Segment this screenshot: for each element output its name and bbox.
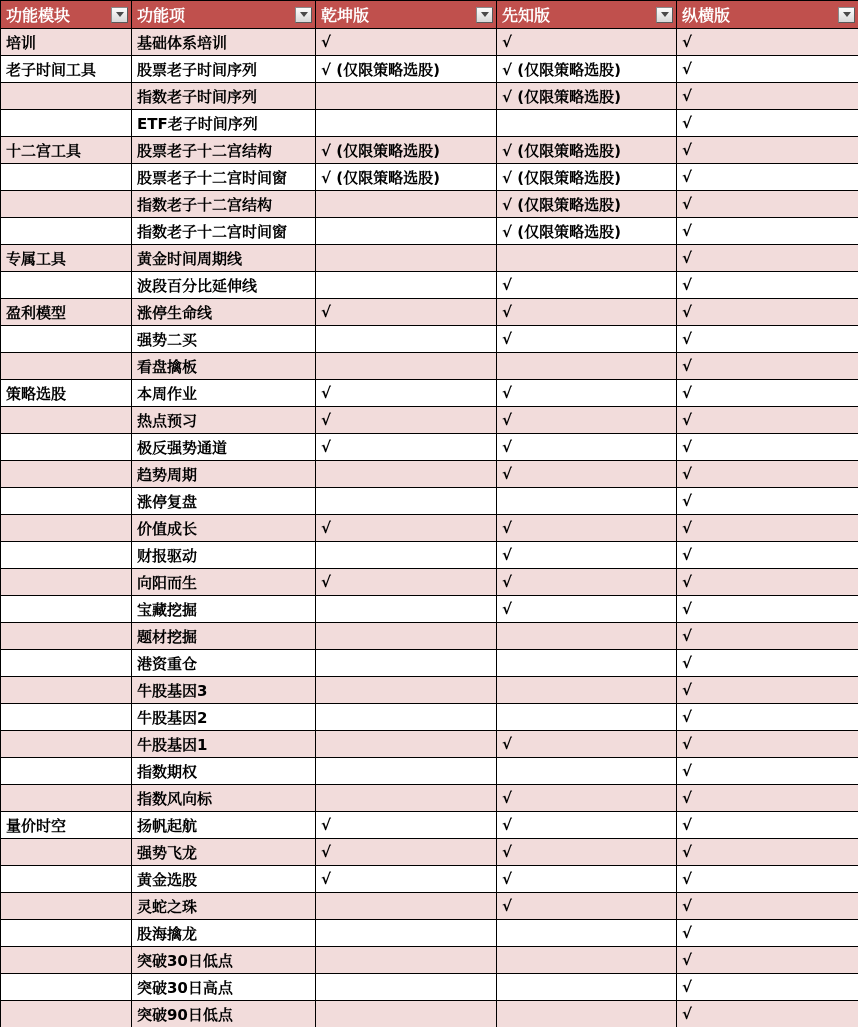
item-cell[interactable]: 波段百分比延伸线 <box>132 272 316 299</box>
xianzhi-cell[interactable]: √ <box>497 380 677 407</box>
column-header-label: 功能模块 <box>6 6 71 25</box>
module-cell[interactable] <box>1 164 132 191</box>
item-cell[interactable]: 热点预习 <box>132 407 316 434</box>
table-row <box>1 380 858 407</box>
zongheng-cell[interactable]: √ <box>677 380 858 407</box>
table-row <box>1 353 858 380</box>
filter-arrow-icon <box>843 12 851 17</box>
column-header-qiankun-edition[interactable] <box>316 1 497 29</box>
zongheng-cell[interactable]: √ <box>677 110 858 137</box>
qiankun-cell[interactable] <box>316 785 497 812</box>
item-cell[interactable]: 指数老子时间序列 <box>132 83 316 110</box>
table-row <box>1 704 858 731</box>
zongheng-cell[interactable]: √ <box>677 731 858 758</box>
xianzhi-cell[interactable] <box>497 1001 677 1027</box>
xianzhi-cell[interactable] <box>497 920 677 947</box>
qiankun-cell[interactable]: √ <box>316 380 497 407</box>
module-cell[interactable] <box>1 407 132 434</box>
item-cell[interactable]: 宝藏挖掘 <box>132 596 316 623</box>
module-cell[interactable] <box>1 569 132 596</box>
xianzhi-cell[interactable]: √ <box>497 407 677 434</box>
xianzhi-cell[interactable] <box>497 758 677 785</box>
qiankun-cell[interactable] <box>316 272 497 299</box>
xianzhi-cell[interactable]: √ (仅限策略选股) <box>497 137 677 164</box>
item-cell[interactable]: 黄金选股 <box>132 866 316 893</box>
table-row <box>1 434 858 461</box>
zongheng-cell[interactable]: √ <box>677 434 858 461</box>
column-header-label: 先知版 <box>502 6 551 25</box>
table-row <box>1 785 858 812</box>
zongheng-cell[interactable]: √ <box>677 569 858 596</box>
item-cell[interactable]: 牛股基因3 <box>132 677 316 704</box>
zongheng-cell[interactable]: √ <box>677 1001 858 1027</box>
table-row <box>1 245 858 272</box>
item-cell[interactable]: 财报驱动 <box>132 542 316 569</box>
column-header-label: 乾坤版 <box>321 6 370 25</box>
table-row <box>1 272 858 299</box>
module-cell[interactable] <box>1 191 132 218</box>
item-cell[interactable]: ETF老子时间序列 <box>132 110 316 137</box>
module-cell[interactable] <box>1 488 132 515</box>
xianzhi-cell[interactable]: √ <box>497 569 677 596</box>
xianzhi-cell[interactable]: √ <box>497 812 677 839</box>
item-cell[interactable]: 指数期权 <box>132 758 316 785</box>
table-row <box>1 650 858 677</box>
filter-arrow-icon <box>481 12 489 17</box>
module-cell[interactable]: 策略选股 <box>1 380 132 407</box>
qiankun-cell[interactable] <box>316 542 497 569</box>
zongheng-cell[interactable]: √ <box>677 866 858 893</box>
qiankun-cell[interactable] <box>316 488 497 515</box>
qiankun-cell[interactable] <box>316 191 497 218</box>
zongheng-cell[interactable]: √ <box>677 488 858 515</box>
item-cell[interactable]: 港资重仓 <box>132 650 316 677</box>
module-cell[interactable] <box>1 596 132 623</box>
xianzhi-cell[interactable]: √ <box>497 542 677 569</box>
filter-arrow-icon <box>661 12 669 17</box>
filter-dropdown-button[interactable] <box>656 7 673 23</box>
zongheng-cell[interactable]: √ <box>677 272 858 299</box>
zongheng-cell[interactable]: √ <box>677 893 858 920</box>
qiankun-cell[interactable]: √ <box>316 866 497 893</box>
module-cell[interactable] <box>1 272 132 299</box>
zongheng-cell[interactable]: √ <box>677 29 858 56</box>
xianzhi-cell[interactable]: √ <box>497 839 677 866</box>
filter-dropdown-button[interactable] <box>295 7 312 23</box>
module-cell[interactable] <box>1 434 132 461</box>
module-cell[interactable] <box>1 947 132 974</box>
column-header-label: 纵横版 <box>682 6 731 25</box>
xianzhi-cell[interactable] <box>497 947 677 974</box>
qiankun-cell[interactable]: √ (仅限策略选股) <box>316 164 497 191</box>
table-row <box>1 731 858 758</box>
xianzhi-cell[interactable]: √ (仅限策略选股) <box>497 56 677 83</box>
table-row <box>1 488 858 515</box>
module-cell[interactable] <box>1 677 132 704</box>
table-row <box>1 1001 858 1027</box>
qiankun-cell[interactable] <box>316 893 497 920</box>
qiankun-cell[interactable]: √ <box>316 569 497 596</box>
zongheng-cell[interactable]: √ <box>677 461 858 488</box>
module-cell[interactable] <box>1 623 132 650</box>
qiankun-cell[interactable]: √ <box>316 299 497 326</box>
item-cell[interactable]: 题材挖掘 <box>132 623 316 650</box>
item-cell[interactable]: 趋势周期 <box>132 461 316 488</box>
item-cell[interactable]: 极反强势通道 <box>132 434 316 461</box>
module-cell[interactable] <box>1 515 132 542</box>
zongheng-cell[interactable]: √ <box>677 596 858 623</box>
module-cell[interactable] <box>1 704 132 731</box>
item-cell[interactable]: 灵蛇之珠 <box>132 893 316 920</box>
item-cell[interactable]: 强势二买 <box>132 326 316 353</box>
table-row <box>1 56 858 83</box>
qiankun-cell[interactable] <box>316 353 497 380</box>
xianzhi-cell[interactable]: √ (仅限策略选股) <box>497 83 677 110</box>
zongheng-cell[interactable]: √ <box>677 83 858 110</box>
qiankun-cell[interactable] <box>316 326 497 353</box>
xianzhi-cell[interactable]: √ <box>497 461 677 488</box>
item-cell[interactable]: 股海擒龙 <box>132 920 316 947</box>
xianzhi-cell[interactable]: √ (仅限策略选股) <box>497 218 677 245</box>
table-row <box>1 812 858 839</box>
zongheng-cell[interactable]: √ <box>677 245 858 272</box>
table-row <box>1 920 858 947</box>
table-row <box>1 866 858 893</box>
qiankun-cell[interactable] <box>316 704 497 731</box>
zongheng-cell[interactable]: √ <box>677 191 858 218</box>
item-cell[interactable]: 牛股基因2 <box>132 704 316 731</box>
zongheng-cell[interactable]: √ <box>677 407 858 434</box>
qiankun-cell[interactable] <box>316 677 497 704</box>
table-header-row <box>1 1 858 29</box>
qiankun-cell[interactable] <box>316 623 497 650</box>
xianzhi-cell[interactable] <box>497 353 677 380</box>
item-cell[interactable]: 强势飞龙 <box>132 839 316 866</box>
xianzhi-cell[interactable]: √ <box>497 299 677 326</box>
qiankun-cell[interactable]: √ <box>316 407 497 434</box>
xianzhi-cell[interactable] <box>497 110 677 137</box>
module-cell[interactable] <box>1 461 132 488</box>
module-cell[interactable]: 十二宫工具 <box>1 137 132 164</box>
xianzhi-cell[interactable] <box>497 704 677 731</box>
filter-dropdown-button[interactable] <box>838 7 855 23</box>
zongheng-cell[interactable]: √ <box>677 839 858 866</box>
module-cell[interactable]: 盈利模型 <box>1 299 132 326</box>
qiankun-cell[interactable] <box>316 650 497 677</box>
item-cell[interactable]: 指数风向标 <box>132 785 316 812</box>
item-cell[interactable]: 基础体系培训 <box>132 29 316 56</box>
qiankun-cell[interactable] <box>316 110 497 137</box>
qiankun-cell[interactable] <box>316 947 497 974</box>
item-cell[interactable]: 看盘擒板 <box>132 353 316 380</box>
module-cell[interactable] <box>1 866 132 893</box>
qiankun-cell[interactable] <box>316 245 497 272</box>
qiankun-cell[interactable]: √ <box>316 812 497 839</box>
zongheng-cell[interactable]: √ <box>677 920 858 947</box>
item-cell[interactable]: 涨停复盘 <box>132 488 316 515</box>
qiankun-cell[interactable] <box>316 974 497 1001</box>
table-row <box>1 947 858 974</box>
module-cell[interactable] <box>1 893 132 920</box>
module-cell[interactable] <box>1 650 132 677</box>
zongheng-cell[interactable]: √ <box>677 353 858 380</box>
table-row <box>1 839 858 866</box>
xianzhi-cell[interactable]: √ <box>497 596 677 623</box>
xianzhi-cell[interactable]: √ <box>497 785 677 812</box>
xianzhi-cell[interactable] <box>497 488 677 515</box>
table-row <box>1 326 858 353</box>
item-cell[interactable]: 股票老子十二宫时间窗 <box>132 164 316 191</box>
table-row <box>1 110 858 137</box>
qiankun-cell[interactable]: √ (仅限策略选股) <box>316 137 497 164</box>
table-row <box>1 542 858 569</box>
table-row <box>1 569 858 596</box>
filter-dropdown-button[interactable] <box>476 7 493 23</box>
module-cell[interactable] <box>1 839 132 866</box>
zongheng-cell[interactable]: √ <box>677 218 858 245</box>
module-cell[interactable] <box>1 83 132 110</box>
module-cell[interactable] <box>1 731 132 758</box>
table-row <box>1 164 858 191</box>
zongheng-cell[interactable]: √ <box>677 56 858 83</box>
module-cell[interactable] <box>1 326 132 353</box>
zongheng-cell[interactable]: √ <box>677 785 858 812</box>
table-row <box>1 974 858 1001</box>
xianzhi-cell[interactable] <box>497 974 677 1001</box>
column-header-label: 功能项 <box>137 6 186 25</box>
filter-arrow-icon <box>300 12 308 17</box>
zongheng-cell[interactable]: √ <box>677 164 858 191</box>
qiankun-cell[interactable] <box>316 596 497 623</box>
table-row <box>1 596 858 623</box>
qiankun-cell[interactable] <box>316 920 497 947</box>
qiankun-cell[interactable] <box>316 83 497 110</box>
filter-dropdown-button[interactable] <box>111 7 128 23</box>
zongheng-cell[interactable]: √ <box>677 542 858 569</box>
table-row <box>1 893 858 920</box>
zongheng-cell[interactable]: √ <box>677 758 858 785</box>
qiankun-cell[interactable] <box>316 1001 497 1027</box>
item-cell[interactable]: 股票老子时间序列 <box>132 56 316 83</box>
table-row <box>1 677 858 704</box>
table-row <box>1 83 858 110</box>
item-cell[interactable]: 扬帆起航 <box>132 812 316 839</box>
table-row <box>1 758 858 785</box>
item-cell[interactable]: 本周作业 <box>132 380 316 407</box>
item-cell[interactable]: 向阳而生 <box>132 569 316 596</box>
qiankun-cell[interactable] <box>316 218 497 245</box>
table-body <box>1 29 858 1027</box>
xianzhi-cell[interactable]: √ <box>497 866 677 893</box>
module-cell[interactable]: 培训 <box>1 29 132 56</box>
xianzhi-cell[interactable] <box>497 245 677 272</box>
item-cell[interactable]: 突破90日低点 <box>132 1001 316 1027</box>
table-row <box>1 623 858 650</box>
zongheng-cell[interactable]: √ <box>677 515 858 542</box>
qiankun-cell[interactable] <box>316 461 497 488</box>
zongheng-cell[interactable]: √ <box>677 326 858 353</box>
column-header-module[interactable] <box>1 1 132 29</box>
module-cell[interactable] <box>1 785 132 812</box>
zongheng-cell[interactable]: √ <box>677 812 858 839</box>
module-cell[interactable] <box>1 974 132 1001</box>
qiankun-cell[interactable]: √ (仅限策略选股) <box>316 56 497 83</box>
table-row <box>1 299 858 326</box>
module-cell[interactable] <box>1 542 132 569</box>
qiankun-cell[interactable]: √ <box>316 515 497 542</box>
module-cell[interactable]: 老子时间工具 <box>1 56 132 83</box>
xianzhi-cell[interactable]: √ <box>497 434 677 461</box>
xianzhi-cell[interactable] <box>497 623 677 650</box>
item-cell[interactable]: 涨停生命线 <box>132 299 316 326</box>
item-cell[interactable]: 股票老子十二宫结构 <box>132 137 316 164</box>
xianzhi-cell[interactable]: √ (仅限策略选股) <box>497 164 677 191</box>
item-cell[interactable]: 价值成长 <box>132 515 316 542</box>
xianzhi-cell[interactable]: √ (仅限策略选股) <box>497 191 677 218</box>
module-cell[interactable] <box>1 920 132 947</box>
xianzhi-cell[interactable]: √ <box>497 272 677 299</box>
table-row <box>1 137 858 164</box>
zongheng-cell[interactable]: √ <box>677 677 858 704</box>
table-row <box>1 191 858 218</box>
item-cell[interactable]: 指数老子十二宫时间窗 <box>132 218 316 245</box>
table-row <box>1 218 858 245</box>
module-cell[interactable] <box>1 1001 132 1027</box>
qiankun-cell[interactable]: √ <box>316 839 497 866</box>
xianzhi-cell[interactable]: √ <box>497 515 677 542</box>
zongheng-cell[interactable]: √ <box>677 947 858 974</box>
item-cell[interactable]: 突破30日高点 <box>132 974 316 1001</box>
xianzhi-cell[interactable]: √ <box>497 29 677 56</box>
zongheng-cell[interactable]: √ <box>677 974 858 1001</box>
module-cell[interactable] <box>1 218 132 245</box>
xianzhi-cell[interactable]: √ <box>497 893 677 920</box>
qiankun-cell[interactable] <box>316 731 497 758</box>
filter-arrow-icon <box>116 12 124 17</box>
module-cell[interactable] <box>1 758 132 785</box>
table-row <box>1 407 858 434</box>
module-cell[interactable] <box>1 353 132 380</box>
module-cell[interactable] <box>1 110 132 137</box>
qiankun-cell[interactable] <box>316 758 497 785</box>
zongheng-cell[interactable]: √ <box>677 650 858 677</box>
module-cell[interactable]: 专属工具 <box>1 245 132 272</box>
zongheng-cell[interactable]: √ <box>677 137 858 164</box>
qiankun-cell[interactable]: √ <box>316 29 497 56</box>
module-cell[interactable]: 量价时空 <box>1 812 132 839</box>
table-row <box>1 29 858 56</box>
table-row <box>1 515 858 542</box>
zongheng-cell[interactable]: √ <box>677 704 858 731</box>
xianzhi-cell[interactable]: √ <box>497 326 677 353</box>
zongheng-cell[interactable]: √ <box>677 623 858 650</box>
xianzhi-cell[interactable]: √ <box>497 731 677 758</box>
item-cell[interactable]: 指数老子十二宫结构 <box>132 191 316 218</box>
table-row <box>1 461 858 488</box>
column-header-xianzhi-edition[interactable] <box>497 1 677 29</box>
column-header-item[interactable] <box>132 1 316 29</box>
xianzhi-cell[interactable] <box>497 650 677 677</box>
xianzhi-cell[interactable] <box>497 677 677 704</box>
qiankun-cell[interactable]: √ <box>316 434 497 461</box>
item-cell[interactable]: 牛股基因1 <box>132 731 316 758</box>
column-header-zongheng-edition[interactable] <box>677 1 858 29</box>
item-cell[interactable]: 黄金时间周期线 <box>132 245 316 272</box>
item-cell[interactable]: 突破30日低点 <box>132 947 316 974</box>
zongheng-cell[interactable]: √ <box>677 299 858 326</box>
